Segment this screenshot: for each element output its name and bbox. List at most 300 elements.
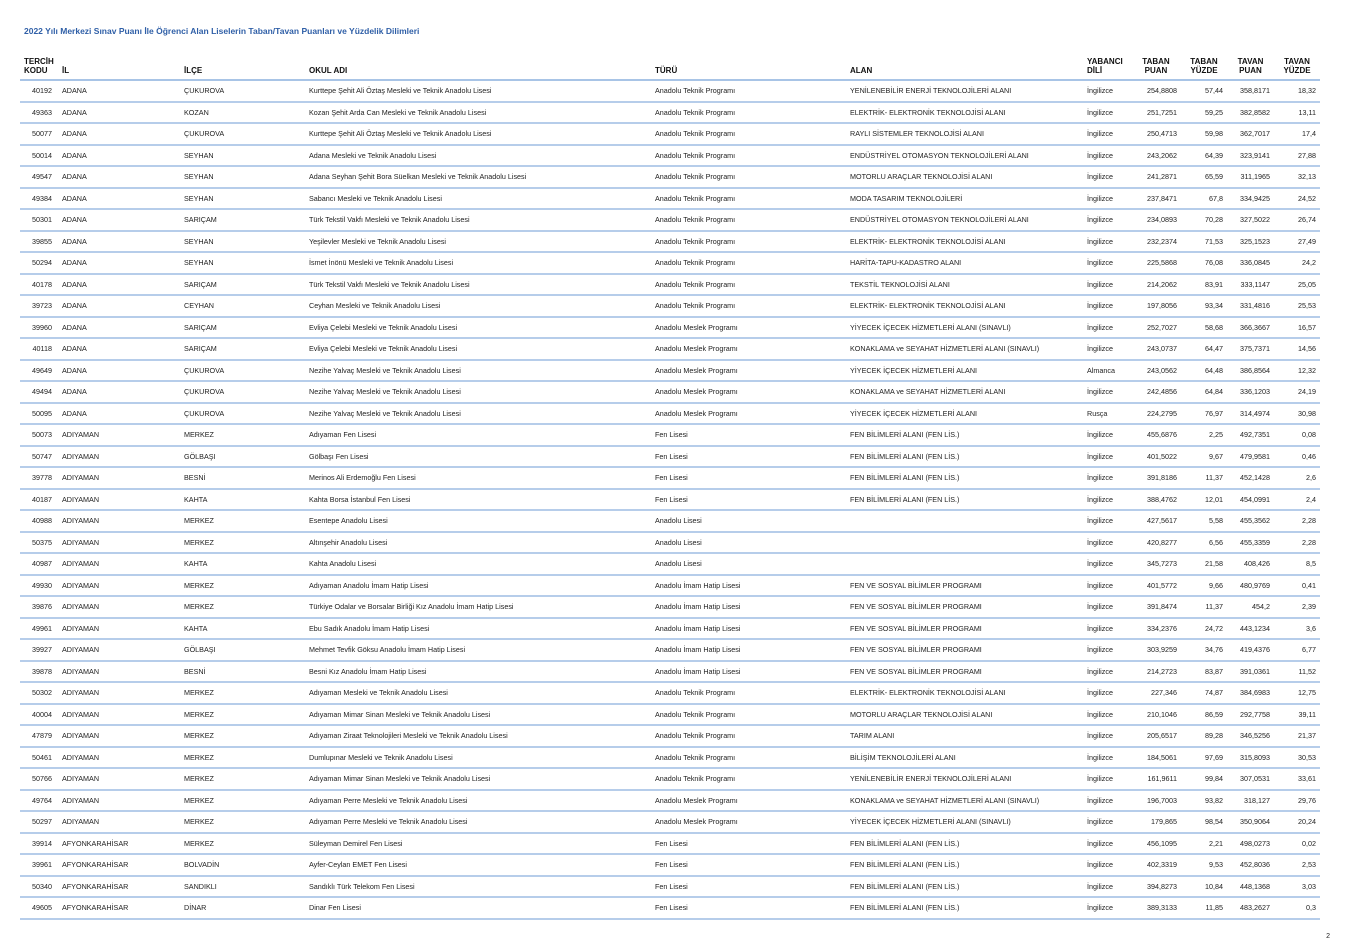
cell-il: ADIYAMAN xyxy=(58,747,180,769)
table-row xyxy=(20,338,1320,360)
cell-alan: MOTORLU ARAÇLAR TEKNOLOJİSİ ALANI xyxy=(846,704,1083,726)
cell-alan: FEN BİLİMLERİ ALANI (FEN LİS.) xyxy=(846,833,1083,855)
cell-tercih-kodu: 39876 xyxy=(20,596,58,618)
cell-tercih-kodu: 49605 xyxy=(20,897,58,919)
cell-tavan-yuzde: 6,77 xyxy=(1274,639,1320,661)
cell-yabanci-dili: İngilizce xyxy=(1083,897,1131,919)
cell-tavan-yuzde: 0,41 xyxy=(1274,575,1320,597)
header-il: İL xyxy=(58,54,180,80)
cell-taban-yuzde: 34,76 xyxy=(1181,639,1227,661)
header-turu: TÜRÜ xyxy=(651,54,846,80)
cell-tavan-puan: 448,1368 xyxy=(1227,876,1274,898)
cell-yabanci-dili: İngilizce xyxy=(1083,510,1131,532)
cell-turu: Fen Lisesi xyxy=(651,833,846,855)
cell-il: ADANA xyxy=(58,123,180,145)
cell-yabanci-dili: İngilizce xyxy=(1083,188,1131,210)
header-taban-yuzde: TABAN YÜZDE xyxy=(1181,54,1227,80)
cell-tercih-kodu: 50077 xyxy=(20,123,58,145)
cell-il: ADIYAMAN xyxy=(58,532,180,554)
cell-taban-puan: 214,2062 xyxy=(1131,274,1181,296)
cell-okul-adi: Merinos Ali Erdemoğlu Fen Lisesi xyxy=(305,467,651,489)
cell-okul-adi: Nezihe Yalvaç Mesleki ve Teknik Anadolu Lisesi xyxy=(305,360,651,382)
cell-tavan-puan: 483,2627 xyxy=(1227,897,1274,919)
cell-yabanci-dili: İngilizce xyxy=(1083,704,1131,726)
table-row xyxy=(20,618,1320,640)
cell-turu: Fen Lisesi xyxy=(651,424,846,446)
cell-okul-adi: Esentepe Anadolu Lisesi xyxy=(305,510,651,532)
cell-tavan-yuzde: 29,76 xyxy=(1274,790,1320,812)
cell-alan: FEN VE SOSYAL BİLİMLER PROGRAMI xyxy=(846,575,1083,597)
cell-alan: ENDÜSTRİYEL OTOMASYON TEKNOLOJİLERİ ALANI xyxy=(846,145,1083,167)
cell-il: ADANA xyxy=(58,102,180,124)
cell-taban-puan: 455,6876 xyxy=(1131,424,1181,446)
cell-tavan-yuzde: 30,98 xyxy=(1274,403,1320,425)
cell-tavan-puan: 334,9425 xyxy=(1227,188,1274,210)
table-body xyxy=(20,80,1320,919)
cell-ilce: MERKEZ xyxy=(180,725,305,747)
cell-tavan-puan: 408,426 xyxy=(1227,553,1274,575)
cell-tavan-puan: 346,5256 xyxy=(1227,725,1274,747)
cell-taban-puan: 303,9259 xyxy=(1131,639,1181,661)
cell-alan: FEN BİLİMLERİ ALANI (FEN LİS.) xyxy=(846,876,1083,898)
cell-alan: ELEKTRİK- ELEKTRONİK TEKNOLOJİSİ ALANI xyxy=(846,682,1083,704)
cell-tavan-yuzde: 13,11 xyxy=(1274,102,1320,124)
cell-taban-yuzde: 98,54 xyxy=(1181,811,1227,833)
header-tavan-puan: TAVAN PUAN xyxy=(1227,54,1274,80)
cell-il: ADIYAMAN xyxy=(58,489,180,511)
cell-ilce: DİNAR xyxy=(180,897,305,919)
cell-alan: FEN BİLİMLERİ ALANI (FEN LİS.) xyxy=(846,424,1083,446)
cell-turu: Anadolu Teknik Programı xyxy=(651,80,846,102)
cell-tercih-kodu: 39961 xyxy=(20,854,58,876)
cell-alan: KONAKLAMA ve SEYAHAT HİZMETLERİ ALANI (SINAVLI) xyxy=(846,338,1083,360)
cell-taban-puan: 388,4762 xyxy=(1131,489,1181,511)
cell-alan: FEN VE SOSYAL BİLİMLER PROGRAMI xyxy=(846,639,1083,661)
cell-taban-puan: 179,865 xyxy=(1131,811,1181,833)
cell-tavan-puan: 327,5022 xyxy=(1227,209,1274,231)
cell-il: ADIYAMAN xyxy=(58,639,180,661)
table-row xyxy=(20,123,1320,145)
cell-tavan-yuzde: 11,52 xyxy=(1274,661,1320,683)
cell-taban-yuzde: 76,08 xyxy=(1181,252,1227,274)
cell-ilce: CEYHAN xyxy=(180,295,305,317)
cell-tavan-puan: 314,4974 xyxy=(1227,403,1274,425)
cell-yabanci-dili: İngilizce xyxy=(1083,811,1131,833)
cell-alan: TARIM ALANI xyxy=(846,725,1083,747)
table-row xyxy=(20,897,1320,919)
cell-tercih-kodu: 39960 xyxy=(20,317,58,339)
cell-taban-yuzde: 71,53 xyxy=(1181,231,1227,253)
cell-alan: ELEKTRİK- ELEKTRONİK TEKNOLOJİSİ ALANI xyxy=(846,102,1083,124)
cell-taban-puan: 389,3133 xyxy=(1131,897,1181,919)
table-row xyxy=(20,231,1320,253)
cell-tavan-yuzde: 24,2 xyxy=(1274,252,1320,274)
cell-taban-yuzde: 70,28 xyxy=(1181,209,1227,231)
cell-taban-puan: 224,2795 xyxy=(1131,403,1181,425)
cell-tavan-puan: 391,0361 xyxy=(1227,661,1274,683)
cell-turu: Anadolu Teknik Programı xyxy=(651,704,846,726)
cell-yabanci-dili: İngilizce xyxy=(1083,639,1131,661)
cell-tavan-puan: 318,127 xyxy=(1227,790,1274,812)
cell-tercih-kodu: 50302 xyxy=(20,682,58,704)
cell-tercih-kodu: 40187 xyxy=(20,489,58,511)
cell-yabanci-dili: İngilizce xyxy=(1083,166,1131,188)
cell-alan xyxy=(846,553,1083,575)
cell-taban-yuzde: 9,67 xyxy=(1181,446,1227,468)
table-row xyxy=(20,80,1320,102)
cell-taban-puan: 225,5868 xyxy=(1131,252,1181,274)
cell-yabanci-dili: İngilizce xyxy=(1083,532,1131,554)
cell-il: ADIYAMAN xyxy=(58,661,180,683)
table-row xyxy=(20,295,1320,317)
table-row xyxy=(20,682,1320,704)
cell-okul-adi: Nezihe Yalvaç Mesleki ve Teknik Anadolu Lisesi xyxy=(305,381,651,403)
cell-ilce: ÇUKUROVA xyxy=(180,381,305,403)
cell-il: ADANA xyxy=(58,295,180,317)
cell-tercih-kodu: 49547 xyxy=(20,166,58,188)
cell-turu: Fen Lisesi xyxy=(651,854,846,876)
cell-turu: Anadolu Teknik Programı xyxy=(651,747,846,769)
cell-okul-adi: Nezihe Yalvaç Mesleki ve Teknik Anadolu Lisesi xyxy=(305,403,651,425)
cell-tercih-kodu: 40988 xyxy=(20,510,58,532)
cell-taban-puan: 241,2871 xyxy=(1131,166,1181,188)
cell-il: ADANA xyxy=(58,252,180,274)
cell-tercih-kodu: 49494 xyxy=(20,381,58,403)
cell-ilce: SARIÇAM xyxy=(180,209,305,231)
cell-il: ADIYAMAN xyxy=(58,790,180,812)
cell-turu: Anadolu Teknik Programı xyxy=(651,768,846,790)
cell-il: ADIYAMAN xyxy=(58,682,180,704)
cell-turu: Anadolu Meslek Programı xyxy=(651,403,846,425)
cell-taban-yuzde: 93,34 xyxy=(1181,295,1227,317)
cell-yabanci-dili: İngilizce xyxy=(1083,768,1131,790)
cell-ilce: SEYHAN xyxy=(180,145,305,167)
results-table xyxy=(20,54,1320,920)
cell-tercih-kodu: 47879 xyxy=(20,725,58,747)
cell-alan: YENİLENEBİLİR ENERJİ TEKNOLOJİLERİ ALANI xyxy=(846,768,1083,790)
cell-tavan-puan: 350,9064 xyxy=(1227,811,1274,833)
cell-taban-puan: 250,4713 xyxy=(1131,123,1181,145)
cell-ilce: SEYHAN xyxy=(180,188,305,210)
cell-yabanci-dili: İngilizce xyxy=(1083,274,1131,296)
cell-tavan-yuzde: 12,32 xyxy=(1274,360,1320,382)
cell-taban-puan: 345,7273 xyxy=(1131,553,1181,575)
cell-tavan-puan: 358,8171 xyxy=(1227,80,1274,102)
cell-tavan-puan: 419,4376 xyxy=(1227,639,1274,661)
cell-taban-puan: 402,3319 xyxy=(1131,854,1181,876)
cell-okul-adi: Adıyaman Perre Mesleki ve Teknik Anadolu Lisesi xyxy=(305,790,651,812)
cell-taban-yuzde: 11,85 xyxy=(1181,897,1227,919)
cell-alan xyxy=(846,510,1083,532)
cell-taban-puan: 391,8186 xyxy=(1131,467,1181,489)
cell-tercih-kodu: 39914 xyxy=(20,833,58,855)
cell-tavan-yuzde: 20,24 xyxy=(1274,811,1320,833)
cell-okul-adi: Adıyaman Perre Mesleki ve Teknik Anadolu Lisesi xyxy=(305,811,651,833)
cell-yabanci-dili: İngilizce xyxy=(1083,854,1131,876)
cell-okul-adi: Türk Tekstil Vakfı Mesleki ve Teknik Anadolu Lisesi xyxy=(305,209,651,231)
cell-taban-yuzde: 5,58 xyxy=(1181,510,1227,532)
cell-tavan-puan: 336,1203 xyxy=(1227,381,1274,403)
header-tavan-yuzde: TAVAN YÜZDE xyxy=(1274,54,1320,80)
cell-tavan-yuzde: 17,4 xyxy=(1274,123,1320,145)
cell-tavan-yuzde: 30,53 xyxy=(1274,747,1320,769)
cell-taban-yuzde: 6,56 xyxy=(1181,532,1227,554)
cell-yabanci-dili: İngilizce xyxy=(1083,317,1131,339)
cell-turu: Anadolu Teknik Programı xyxy=(651,123,846,145)
cell-okul-adi: Adıyaman Ziraat Teknolojileri Mesleki ve Teknik Anadolu Lisesi xyxy=(305,725,651,747)
cell-yabanci-dili: İngilizce xyxy=(1083,661,1131,683)
cell-tavan-puan: 492,7351 xyxy=(1227,424,1274,446)
cell-tavan-puan: 315,8093 xyxy=(1227,747,1274,769)
table-row xyxy=(20,188,1320,210)
cell-alan xyxy=(846,532,1083,554)
cell-il: ADIYAMAN xyxy=(58,553,180,575)
cell-ilce: KAHTA xyxy=(180,618,305,640)
cell-taban-yuzde: 24,72 xyxy=(1181,618,1227,640)
cell-taban-yuzde: 64,48 xyxy=(1181,360,1227,382)
cell-tavan-puan: 454,0991 xyxy=(1227,489,1274,511)
cell-okul-adi: Sandıklı Türk Telekom Fen Lisesi xyxy=(305,876,651,898)
cell-tavan-yuzde: 18,32 xyxy=(1274,80,1320,102)
cell-taban-yuzde: 64,47 xyxy=(1181,338,1227,360)
table-row xyxy=(20,252,1320,274)
cell-okul-adi: Ebu Sadık Anadolu İmam Hatip Lisesi xyxy=(305,618,651,640)
cell-tavan-puan: 307,0531 xyxy=(1227,768,1274,790)
table-row xyxy=(20,575,1320,597)
cell-tavan-yuzde: 27,49 xyxy=(1274,231,1320,253)
cell-taban-yuzde: 2,25 xyxy=(1181,424,1227,446)
cell-okul-adi: Yeşilevler Mesleki ve Teknik Anadolu Lisesi xyxy=(305,231,651,253)
cell-tavan-yuzde: 33,61 xyxy=(1274,768,1320,790)
cell-il: ADIYAMAN xyxy=(58,467,180,489)
cell-il: ADANA xyxy=(58,166,180,188)
cell-yabanci-dili: İngilizce xyxy=(1083,682,1131,704)
cell-il: ADANA xyxy=(58,317,180,339)
table-row xyxy=(20,854,1320,876)
cell-taban-puan: 254,8808 xyxy=(1131,80,1181,102)
cell-il: AFYONKARAHİSAR xyxy=(58,833,180,855)
cell-okul-adi: Sabancı Mesleki ve Teknik Anadolu Lisesi xyxy=(305,188,651,210)
cell-tercih-kodu: 50014 xyxy=(20,145,58,167)
header-tercih-kodu: TERCİH KODU xyxy=(20,54,58,80)
page-number: 2 xyxy=(1326,933,1330,940)
cell-ilce: GÖLBAŞI xyxy=(180,446,305,468)
cell-taban-yuzde: 9,66 xyxy=(1181,575,1227,597)
cell-alan: YİYECEK İÇECEK HİZMETLERİ ALANI (SINAVLI) xyxy=(846,811,1083,833)
cell-tercih-kodu: 50375 xyxy=(20,532,58,554)
table-row xyxy=(20,360,1320,382)
cell-taban-puan: 232,2374 xyxy=(1131,231,1181,253)
cell-tavan-puan: 333,1147 xyxy=(1227,274,1274,296)
cell-taban-yuzde: 11,37 xyxy=(1181,596,1227,618)
cell-okul-adi: Kurttepe Şehit Ali Öztaş Mesleki ve Teknik Anadolu Lisesi xyxy=(305,123,651,145)
cell-okul-adi: Adıyaman Mimar Sinan Mesleki ve Teknik Anadolu Lisesi xyxy=(305,704,651,726)
cell-turu: Anadolu Teknik Programı xyxy=(651,725,846,747)
table-row xyxy=(20,317,1320,339)
table-row xyxy=(20,424,1320,446)
cell-turu: Anadolu Meslek Programı xyxy=(651,317,846,339)
cell-tercih-kodu: 50766 xyxy=(20,768,58,790)
cell-alan: ELEKTRİK- ELEKTRONİK TEKNOLOJİSİ ALANI xyxy=(846,295,1083,317)
cell-taban-yuzde: 76,97 xyxy=(1181,403,1227,425)
cell-alan: FEN VE SOSYAL BİLİMLER PROGRAMI xyxy=(846,618,1083,640)
header-taban-puan: TABAN PUAN xyxy=(1131,54,1181,80)
cell-tercih-kodu: 39878 xyxy=(20,661,58,683)
cell-tavan-puan: 479,9581 xyxy=(1227,446,1274,468)
cell-okul-adi: Kurttepe Şehit Ali Öztaş Mesleki ve Teknik Anadolu Lisesi xyxy=(305,80,651,102)
cell-turu: Fen Lisesi xyxy=(651,897,846,919)
cell-okul-adi: Adana Mesleki ve Teknik Anadolu Lisesi xyxy=(305,145,651,167)
table-row xyxy=(20,704,1320,726)
cell-tavan-yuzde: 2,4 xyxy=(1274,489,1320,511)
cell-tavan-yuzde: 32,13 xyxy=(1274,166,1320,188)
cell-tavan-yuzde: 0,08 xyxy=(1274,424,1320,446)
cell-okul-adi: Adıyaman Mesleki ve Teknik Anadolu Lisesi xyxy=(305,682,651,704)
cell-turu: Anadolu Teknik Programı xyxy=(651,102,846,124)
cell-okul-adi: Türkiye Odalar ve Borsalar Birliği Kız Anadolu İmam Hatip Lisesi xyxy=(305,596,651,618)
cell-taban-yuzde: 83,91 xyxy=(1181,274,1227,296)
cell-taban-puan: 401,5022 xyxy=(1131,446,1181,468)
cell-tavan-yuzde: 14,56 xyxy=(1274,338,1320,360)
table-row xyxy=(20,596,1320,618)
cell-yabanci-dili: İngilizce xyxy=(1083,295,1131,317)
cell-turu: Anadolu Lisesi xyxy=(651,553,846,575)
cell-taban-puan: 242,4856 xyxy=(1131,381,1181,403)
cell-tercih-kodu: 39855 xyxy=(20,231,58,253)
cell-tavan-puan: 311,1965 xyxy=(1227,166,1274,188)
cell-ilce: MERKEZ xyxy=(180,510,305,532)
cell-taban-yuzde: 93,82 xyxy=(1181,790,1227,812)
cell-alan: MODA TASARIM TEKNOLOJİLERİ xyxy=(846,188,1083,210)
cell-alan: ELEKTRİK- ELEKTRONİK TEKNOLOJİSİ ALANI xyxy=(846,231,1083,253)
cell-alan: FEN BİLİMLERİ ALANI (FEN LİS.) xyxy=(846,897,1083,919)
cell-okul-adi: Evliya Çelebi Mesleki ve Teknik Anadolu Lisesi xyxy=(305,338,651,360)
table-row xyxy=(20,532,1320,554)
cell-alan: MOTORLU ARAÇLAR TEKNOLOJİSİ ALANI xyxy=(846,166,1083,188)
cell-il: ADIYAMAN xyxy=(58,811,180,833)
cell-alan: TEKSTİL TEKNOLOJİSİ ALANI xyxy=(846,274,1083,296)
cell-yabanci-dili: İngilizce xyxy=(1083,123,1131,145)
cell-il: ADIYAMAN xyxy=(58,424,180,446)
cell-tavan-puan: 362,7017 xyxy=(1227,123,1274,145)
cell-tavan-yuzde: 0,46 xyxy=(1274,446,1320,468)
cell-taban-puan: 252,7027 xyxy=(1131,317,1181,339)
cell-il: ADIYAMAN xyxy=(58,768,180,790)
table-row xyxy=(20,876,1320,898)
cell-taban-puan: 227,346 xyxy=(1131,682,1181,704)
cell-tavan-yuzde: 2,6 xyxy=(1274,467,1320,489)
cell-tavan-yuzde: 2,28 xyxy=(1274,532,1320,554)
cell-ilce: ÇUKUROVA xyxy=(180,403,305,425)
cell-okul-adi: Kahta Anadolu Lisesi xyxy=(305,553,651,575)
cell-il: ADANA xyxy=(58,381,180,403)
cell-tercih-kodu: 50747 xyxy=(20,446,58,468)
cell-taban-puan: 394,8273 xyxy=(1131,876,1181,898)
cell-tercih-kodu: 49930 xyxy=(20,575,58,597)
cell-ilce: MERKEZ xyxy=(180,424,305,446)
table-row xyxy=(20,811,1320,833)
cell-turu: Anadolu Meslek Programı xyxy=(651,811,846,833)
cell-tercih-kodu: 50294 xyxy=(20,252,58,274)
cell-tavan-puan: 452,1428 xyxy=(1227,467,1274,489)
cell-taban-puan: 251,7251 xyxy=(1131,102,1181,124)
cell-alan: RAYLI SİSTEMLER TEKNOLOJİSİ ALANI xyxy=(846,123,1083,145)
cell-tercih-kodu: 50095 xyxy=(20,403,58,425)
cell-tavan-puan: 455,3359 xyxy=(1227,532,1274,554)
cell-il: ADANA xyxy=(58,274,180,296)
table-header-row xyxy=(20,54,1320,80)
cell-taban-puan: 391,8474 xyxy=(1131,596,1181,618)
cell-turu: Anadolu İmam Hatip Lisesi xyxy=(651,618,846,640)
cell-taban-yuzde: 86,59 xyxy=(1181,704,1227,726)
cell-taban-yuzde: 12,01 xyxy=(1181,489,1227,511)
cell-il: ADIYAMAN xyxy=(58,510,180,532)
table-row xyxy=(20,102,1320,124)
table-row xyxy=(20,661,1320,683)
cell-yabanci-dili: İngilizce xyxy=(1083,747,1131,769)
cell-yabanci-dili: İngilizce xyxy=(1083,725,1131,747)
cell-okul-adi: Altınşehir Anadolu Lisesi xyxy=(305,532,651,554)
table-row xyxy=(20,467,1320,489)
cell-alan: FEN BİLİMLERİ ALANI (FEN LİS.) xyxy=(846,489,1083,511)
table-row xyxy=(20,510,1320,532)
cell-tercih-kodu: 49363 xyxy=(20,102,58,124)
cell-taban-yuzde: 65,59 xyxy=(1181,166,1227,188)
cell-taban-yuzde: 59,25 xyxy=(1181,102,1227,124)
cell-tavan-puan: 498,0273 xyxy=(1227,833,1274,855)
cell-tavan-puan: 452,8036 xyxy=(1227,854,1274,876)
table-row xyxy=(20,403,1320,425)
cell-tavan-yuzde: 0,3 xyxy=(1274,897,1320,919)
cell-turu: Anadolu Teknik Programı xyxy=(651,295,846,317)
cell-tavan-yuzde: 0,02 xyxy=(1274,833,1320,855)
cell-okul-adi: Kozan Şehit Arda Can Mesleki ve Teknik Anadolu Lisesi xyxy=(305,102,651,124)
cell-alan: BİLİŞİM TEKNOLOJİLERİ ALANI xyxy=(846,747,1083,769)
cell-alan: FEN VE SOSYAL BİLİMLER PROGRAMI xyxy=(846,661,1083,683)
cell-ilce: BOLVADİN xyxy=(180,854,305,876)
cell-taban-puan: 420,8277 xyxy=(1131,532,1181,554)
cell-tercih-kodu: 50340 xyxy=(20,876,58,898)
cell-il: ADIYAMAN xyxy=(58,725,180,747)
cell-yabanci-dili: İngilizce xyxy=(1083,575,1131,597)
document-title: 2022 Yılı Merkezi Sınav Puanı İle Öğrenci Alan Liselerin Taban/Tavan Puanları ve Yüzdelik Dilimleri xyxy=(24,26,420,36)
cell-turu: Anadolu Lisesi xyxy=(651,532,846,554)
cell-taban-yuzde: 57,44 xyxy=(1181,80,1227,102)
cell-yabanci-dili: İngilizce xyxy=(1083,209,1131,231)
cell-taban-puan: 427,5617 xyxy=(1131,510,1181,532)
table-row xyxy=(20,145,1320,167)
cell-ilce: KOZAN xyxy=(180,102,305,124)
cell-tavan-yuzde: 26,74 xyxy=(1274,209,1320,231)
cell-tavan-yuzde: 25,53 xyxy=(1274,295,1320,317)
cell-yabanci-dili: İngilizce xyxy=(1083,102,1131,124)
cell-ilce: SARIÇAM xyxy=(180,338,305,360)
cell-tercih-kodu: 40118 xyxy=(20,338,58,360)
cell-ilce: KAHTA xyxy=(180,489,305,511)
cell-tavan-puan: 382,8582 xyxy=(1227,102,1274,124)
cell-il: ADANA xyxy=(58,360,180,382)
cell-ilce: MERKEZ xyxy=(180,811,305,833)
cell-taban-yuzde: 21,58 xyxy=(1181,553,1227,575)
cell-alan: FEN BİLİMLERİ ALANI (FEN LİS.) xyxy=(846,467,1083,489)
cell-tavan-yuzde: 24,19 xyxy=(1274,381,1320,403)
cell-ilce: MERKEZ xyxy=(180,704,305,726)
cell-il: ADANA xyxy=(58,403,180,425)
cell-turu: Anadolu Teknik Programı xyxy=(651,166,846,188)
cell-tavan-puan: 325,1523 xyxy=(1227,231,1274,253)
cell-taban-yuzde: 64,84 xyxy=(1181,381,1227,403)
cell-tavan-yuzde: 27,88 xyxy=(1274,145,1320,167)
